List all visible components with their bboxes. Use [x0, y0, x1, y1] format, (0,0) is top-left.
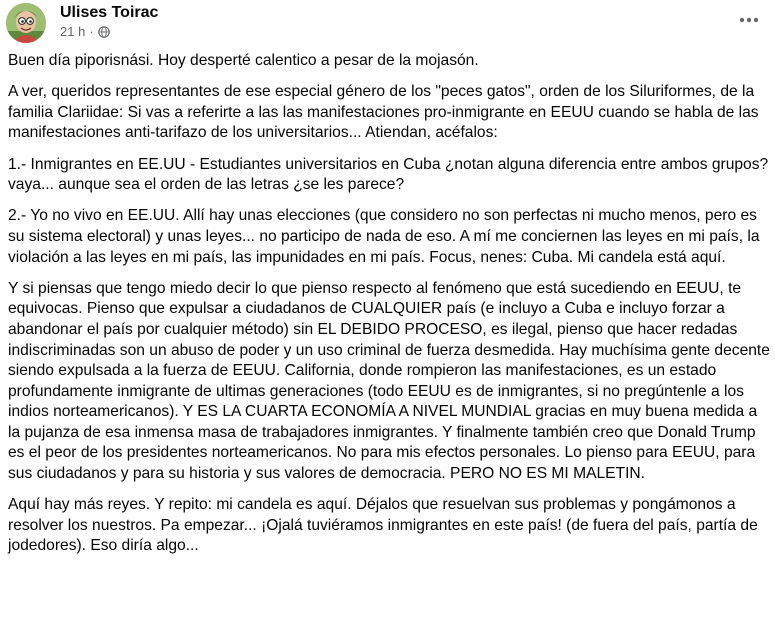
post-timestamp[interactable]: 21 h [60, 24, 86, 39]
post-paragraph: 1.- Inmigrantes en EE.UU - Estudiantes universitarios en Cuba ¿notan alguna diferencia entre ambos grupos? vaya... aunque sea el orden de las letras ¿se les parece? [8, 155, 769, 194]
post-paragraph: Buen día piporisnási. Hoy desperté calentico a pesar de la mojasón. [8, 52, 479, 69]
post-paragraph: Aquí hay más reyes. Y repito: mi candela es aquí. Déjalos que resuelvan sus problemas y pongámonos a resolver los nuestros. Pa empezar... ¡Ojalá tuviéramos inmigrantes en este país! (de fuera del país, partía de jodedores). Eso diría algo... [8, 496, 758, 555]
more-options-button[interactable] [737, 8, 761, 32]
post-paragraph: 2.- Yo no vivo en EE.UU. Allí hay unas elecciones (que considero no son perfectas ni mucho menos, pero es su sistema electoral) y unas leyes... no participo de nada de eso. A mí me conciernen las leyes en mi país, la violación a las leyes en mi país, las impunidades en mi país. Focus, nenes: Cuba. Mi candela está aquí. [8, 207, 760, 266]
avatar[interactable] [6, 3, 46, 43]
post-paragraph: Y si piensas que tengo miedo decir lo que pienso respecto al fenómeno que está sucediendo en EEUU, te equivocas. Pienso que expulsar a ciudadanos de CUALQUIER país (e incluyo a Cuba e incluyo forzar a abandonar el país por cualquier método) sin EL DEBIDO PROCESO, es ilegal, pienso que hacer redadas indiscriminadas son un abuso de poder y un uso criminal de fuerza desmedida. Hay muchísima gente decente siendo expulsada a la fuerza de EEUU. California, donde rompieron las manifestaciones, es un estado profundamente inmigrante de ultimas generaciones (todo EEUU es de inmigrantes, si no pregúntenle a los indios norteamericanos). Y ES LA CUARTA ECONOMÍA A NIVEL MUNDIAL gracias en muy buena medida a la pujanza de esa inmensa masa de trabajadores inmigrantes. Y finalmente también creo que Donald Trump es el peor de los presidentes norteamericanos. No para mis efectos personales. Lo pienso para EEUU, para sus ciudadanos y para su historia y sus valores de democracia. PERO NO ES MI MALETIN. [8, 279, 770, 483]
more-options-icon [739, 17, 759, 23]
post-meta [60, 24, 110, 40]
post-body [8, 51, 770, 568]
globe-icon[interactable] [98, 26, 110, 38]
post-paragraph: A ver, queridos representantes de ese especial género de los "peces gatos", orden de los Siluriformes, de la familia Clariidae: Si vas a referirte a las las manifestaciones pro-inmigrante en EEUU cuando se habla de las manifestaciones anti-tarifazo de los universitarios... Atiendan, acéfalos: [8, 83, 759, 142]
author-name[interactable]: Ulises Toirac [60, 4, 159, 21]
meta-separator: · [89, 24, 94, 39]
post-header [0, 0, 775, 48]
